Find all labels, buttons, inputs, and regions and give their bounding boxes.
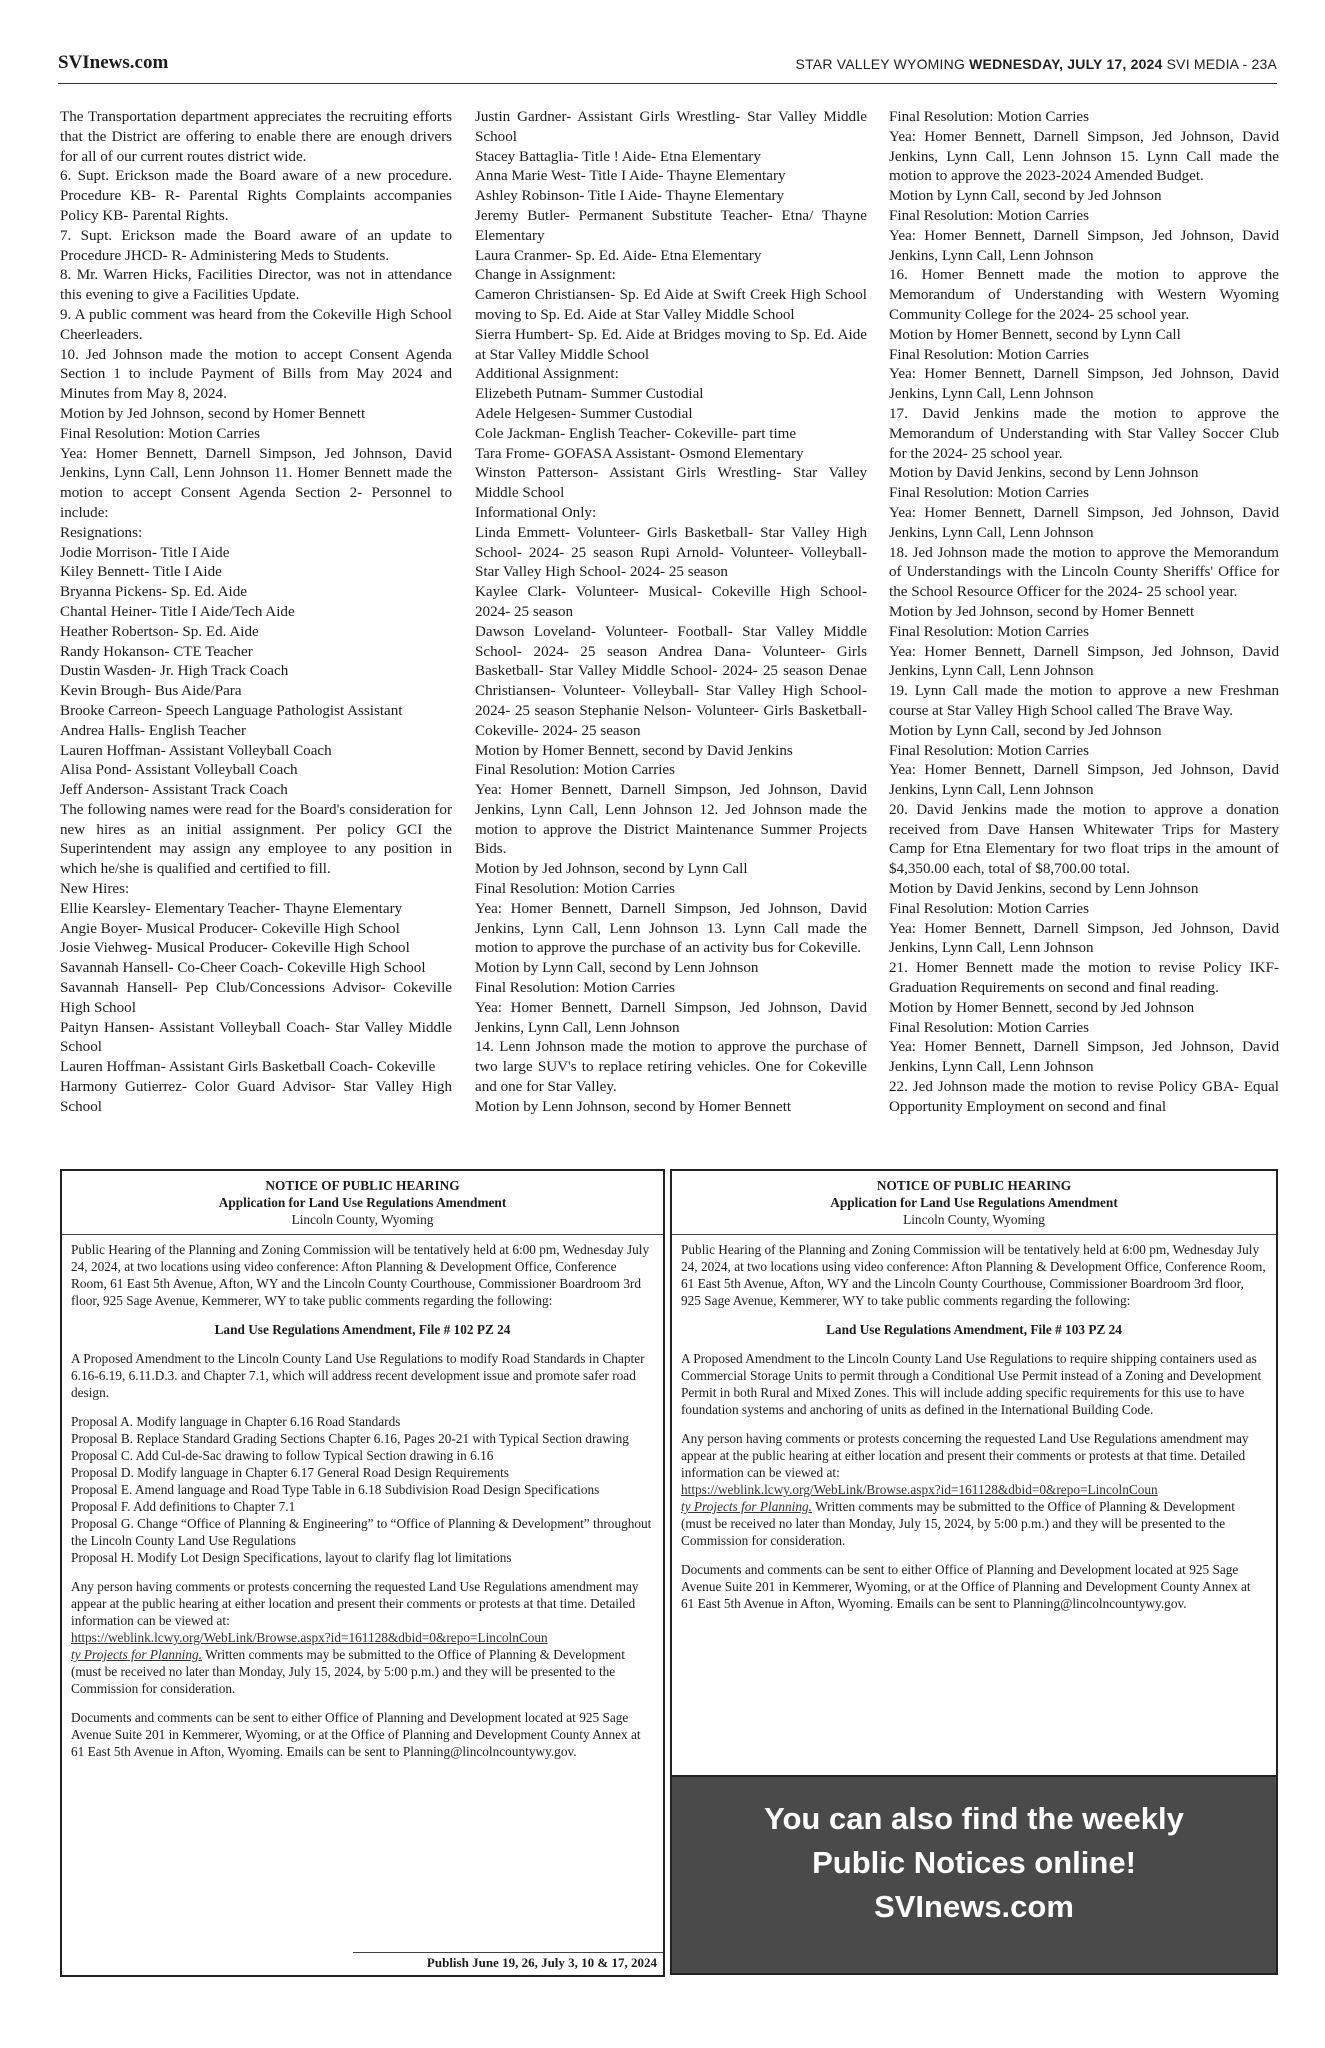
article-paragraph: Yea: Homer Bennett, Darnell Simpson, Jed Johnson, David Jenkins, Lynn Call, Lenn Johnson 13. Lynn Call made the motion to approve the purchase of an activity bus for Cokeville. (475, 900, 867, 957)
article-paragraph: Savannah Hansell- Pep Club/Concessions Advisor- Cokeville High School (60, 980, 452, 1016)
article-paragraph: Motion by David Jenkins, second by Lenn Johnson (889, 465, 1199, 482)
weblink-link[interactable]: https://weblink.lcwy.org/WebLink/Browse.aspx?id=161128&dbid=0&repo=LincolnCoun ty Projects for Planning. (71, 1630, 548, 1662)
article-paragraph: Motion by Jed Johnson, second by Homer Bennett (60, 405, 366, 422)
article-paragraph: Motion by Lynn Call, second by Lenn Johnson (475, 960, 759, 977)
article-paragraph: 7. Supt. Erickson made the Board aware of an update to Procedure JHCD- R- Administering Meds to Students. (60, 227, 452, 264)
article-paragraph: Dawson Loveland- Volunteer- Football- Star Valley Middle School- 2024- 25 season Andrea Dana- Volunteer- Girls Basketball- Star Valley Middle School- 2024- 25 season Denae Christiansen- Volunteer- Volleyball- Star Valley High School- 2024- 25 season Stephanie Nelson- Volunteer- Girls Basketball- Cokeville- 2024- 25 season (475, 623, 867, 739)
article-paragraph: Final Resolution: Motion Carries (475, 980, 675, 997)
article-paragraph: Yea: Homer Bennett, Darnell Simpson, Jed Johnson, David Jenkins, Lynn Call, Lenn Johnson (889, 1039, 1279, 1076)
article-paragraph: The Transportation department appreciates the recruiting efforts that the District are offering to enable there are enough drivers for all of our current routes district wide. (60, 109, 452, 165)
article-paragraph: Linda Emmett- Volunteer- Girls Basketball- Star Valley High School- 2024- 25 season Rupi Arnold- Volunteer- Volleyball- Star Valley High School- 2024- 25 season (475, 524, 867, 581)
article-paragraph: Cole Jackman- English Teacher- Cokeville- part time (475, 425, 797, 442)
article-paragraph: Yea: Homer Bennett, Darnell Simpson, Jed Johnson, David Jenkins, Lynn Call, Lenn Johnson (889, 762, 1279, 799)
article-paragraph: Sierra Humbert- Sp. Ed. Aide at Bridges moving to Sp. Ed. Aide at Star Valley Middle School (475, 326, 867, 363)
public-hearing-notice-102 (60, 1169, 665, 1977)
article-paragraph: Yea: Homer Bennett, Darnell Simpson, Jed Johnson, David Jenkins, Lynn Call, Lenn Johnson 12. Jed Johnson made the motion to approve the District Maintenance Summer Projects Bids. (475, 782, 867, 858)
notice-summary: A Proposed Amendment to the Lincoln County Land Use Regulations to modify Road Standards in Chapter 6.16-6.19, 6.11.D.3. and Chapter 7.1, which will address recent development issue and promote safer road design. (71, 1351, 645, 1400)
proposal-item: Proposal D. Modify language in Chapter 6.17 General Road Design Requirements (71, 1465, 509, 1480)
proposal-item: Proposal A. Modify language in Chapter 6.16 Road Standards (71, 1414, 401, 1429)
promo-site-link[interactable]: SVInews.com (874, 1889, 1074, 1924)
article-paragraph: Final Resolution: Motion Carries (889, 207, 1089, 224)
article-paragraph: Motion by Lenn Johnson, second by Homer Bennett (475, 1098, 792, 1115)
article-paragraph: Yea: Homer Bennett, Darnell Simpson, Jed Johnson, David Jenkins, Lynn Call, Lenn Johnson (889, 227, 1279, 264)
article-paragraph: Josie Viehweg- Musical Producer- Cokeville High School (60, 940, 410, 957)
article-paragraph: Adele Helgesen- Summer Custodial (475, 405, 693, 422)
public-hearing-notice-103 (670, 1169, 1278, 1804)
article-paragraph: 21. Homer Bennett made the motion to revise Policy IKF- Graduation Requirements on second and final reading. (889, 960, 1279, 997)
article-paragraph: Brooke Carreon- Speech Language Pathologist Assistant (60, 702, 403, 719)
proposal-item: Proposal E. Amend language and Road Type Table in 6.18 Subdivision Road Design Specifications (71, 1482, 600, 1497)
article-paragraph: 17. David Jenkins made the motion to approve the Memorandum of Understanding with Star Valley Soccer Club for the 2024- 25 school year. (889, 405, 1279, 462)
folio-line (796, 56, 1277, 72)
article-paragraph: Motion by Jed Johnson, second by Lynn Call (475, 861, 748, 878)
article-paragraph: Stacey Battaglia- Title ! Aide- Etna Elementary (475, 148, 761, 165)
article-paragraph: Yea: Homer Bennett, Darnell Simpson, Jed Johnson, David Jenkins, Lynn Call, Lenn Johnson (889, 920, 1279, 957)
article-paragraph: Motion by Lynn Call, second by Jed Johnson (889, 188, 1162, 205)
article-paragraph: Savannah Hansell- Co-Cheer Coach- Cokeville High School (60, 960, 426, 977)
online-notices-promo (670, 1775, 1278, 1975)
article-paragraph: 6. Supt. Erickson made the Board aware of a new procedure. Procedure KB- R- Parental Rights Complaints accompanies Policy KB- Parental Rights. (60, 168, 452, 224)
proposal-item: Proposal F. Add definitions to Chapter 7.1 (71, 1499, 296, 1514)
article-paragraph: Yea: Homer Bennett, Darnell Simpson, Jed Johnson, David Jenkins, Lynn Call, Lenn Johnson (889, 504, 1279, 541)
proposal-item: Proposal H. Modify Lot Design Specifications, layout to clarify flag lot limitations (71, 1550, 512, 1565)
article-paragraph: Motion by Lynn Call, second by Jed Johnson (889, 722, 1162, 739)
notice-subtitle: Application for Land Use Regulations Amendment (830, 1195, 1118, 1210)
article-paragraph: 8. Mr. Warren Hicks, Facilities Director, was not in attendance this evening to give a Facilities Update. (60, 267, 452, 304)
article-paragraph: Harmony Gutierrez- Color Guard Advisor- Star Valley High School (60, 1079, 452, 1115)
article-paragraph: Jodie Morrison- Title I Aide (60, 544, 230, 561)
article-paragraph: Final Resolution: Motion Carries (889, 742, 1089, 759)
article-paragraph: Final Resolution: Motion Carries (889, 900, 1089, 917)
notice-comments: Any person having comments or protests concerning the requested Land Use Regulations amendment may appear at the public hearing at either location and present their comments or protests at that time. Detailed information can be viewed at: https://weblink.lcwy.org/WebLink/Browse.aspx?id=161128&dbid=0&repo=LincolnCoun ty Projects for Planning. Written comments may be submitted to the Office of Planning & Development (must be received no later than Monday, July 15, 2024, by 5:00 p.m.) and they will be presented to the Commission for consideration. (71, 1579, 639, 1696)
promo-line-1: You can also find the weekly (764, 1801, 1184, 1836)
proposal-item: Proposal B. Replace Standard Grading Sections Chapter 6.16, Pages 20-21 with Typical Section drawing (71, 1431, 629, 1446)
article-paragraph: Final Resolution: Motion Carries (60, 425, 260, 442)
article-paragraph: Bryanna Pickens- Sp. Ed. Aide (60, 584, 247, 601)
article-paragraph: Final Resolution: Motion Carries (889, 109, 1089, 125)
promo-line-2: Public Notices online! (812, 1845, 1136, 1880)
article-paragraph: Dustin Wasden- Jr. High Track Coach (60, 663, 289, 680)
notice-title: NOTICE OF PUBLIC HEARING (876, 1178, 1072, 1193)
folio-suffix: SVI MEDIA - 23A (1166, 56, 1277, 72)
article-paragraph: Yea: Homer Bennett, Darnell Simpson, Jed Johnson, David Jenkins, Lynn Call, Lenn Johnson (889, 643, 1279, 680)
article-paragraph: Heather Robertson- Sp. Ed. Aide (60, 623, 259, 640)
notice-header (71, 1177, 654, 1228)
article-paragraph: Yea: Homer Bennett, Darnell Simpson, Jed Johnson, David Jenkins, Lynn Call, Lenn Johnson 15. Lynn Call made the motion to approve the 2023-2024 Amended Budget. (889, 128, 1279, 185)
article-paragraph: 9. A public comment was heard from the Cokeville High School Cheerleaders. (60, 306, 452, 343)
article-paragraph: Jeff Anderson- Assistant Track Coach (60, 782, 288, 799)
article-paragraph: Tara Frome- GOFASA Assistant- Osmond Elementary (475, 445, 804, 462)
notice-subtitle: Application for Land Use Regulations Amendment (218, 1195, 507, 1210)
article-paragraph: Andrea Halls- English Teacher (60, 722, 247, 739)
notice-title: NOTICE OF PUBLIC HEARING (265, 1178, 460, 1193)
article-column-1 (60, 108, 452, 1118)
article-paragraph: Yea: Homer Bennett, Darnell Simpson, Jed Johnson, David Jenkins, Lynn Call, Lenn Johnson (889, 366, 1279, 403)
folio-prefix: STAR VALLEY WYOMING (795, 56, 966, 72)
header-rule (58, 83, 1277, 84)
proposal-item: Proposal C. Add Cul-de-Sac drawing to follow Typical Section drawing in 6.16 (71, 1448, 494, 1463)
article-paragraph: Jeremy Butler- Permanent Substitute Teacher- Etna/ Thayne Elementary (475, 207, 867, 244)
article-paragraph: Alisa Pond- Assistant Volleyball Coach (60, 762, 298, 779)
article-paragraph: Final Resolution: Motion Carries (889, 623, 1089, 640)
article-paragraph: Winston Patterson- Assistant Girls Wrestling- Star Valley Middle School (475, 465, 867, 502)
article-paragraph: Kiley Bennett- Title I Aide (60, 564, 222, 581)
folio-date: WEDNESDAY, JULY 17, 2024 (969, 56, 1163, 72)
article-paragraph: Yea: Homer Bennett, Darnell Simpson, Jed Johnson, David Jenkins, Lynn Call, Lenn Johnson (475, 999, 867, 1036)
proposal-item: Proposal G. Change “Office of Planning & Engineering” to “Office of Planning & Development” throughout the Lincoln County Land Use Regulations (71, 1516, 652, 1548)
article-paragraph: Motion by Homer Bennett, second by Jed Johnson (889, 999, 1195, 1016)
publish-dates: Publish June 19, 26, July 3, 10 & 17, 2024 (426, 1955, 657, 1970)
notice-summary: A Proposed Amendment to the Lincoln County Land Use Regulations to require shipping containers used as Commercial Storage Units to permit through a Conditional Use Permit instead of a Zoning and Development Permit in both Rural and Mixed Zones. This will include adding specific requirements for this use to have foundation systems and anchoring of units as defined in the International Building Code. (681, 1351, 1262, 1417)
article-paragraph: 19. Lynn Call made the motion to approve a new Freshman course at Star Valley High School called The Brave Way. (889, 683, 1279, 719)
notice-file-number: Land Use Regulations Amendment, File # 102 PZ 24 (214, 1322, 511, 1337)
article-paragraph: Yea: Homer Bennett, Darnell Simpson, Jed Johnson, David Jenkins, Lynn Call, Lenn Johnson 11. Homer Bennett made the motion to accept Consent Agenda Section 2- Personnel to include: (60, 445, 452, 521)
article-paragraph: Ashley Robinson- Title I Aide- Thayne Elementary (475, 188, 785, 205)
publish-rule (353, 1952, 663, 1953)
notice-documents: Documents and comments can be sent to either Office of Planning and Development located at 925 Sage Avenue Suite 201 in Kemmerer, Wyoming, or at the Office of Planning and Development County Annex at 61 East 5th Avenue in Afton, Wyoming. Emails can be sent to Planning@lincolncountywy.gov. (681, 1562, 1251, 1611)
article-paragraph: Resignations: (60, 524, 143, 541)
article-paragraph: Chantal Heiner- Title I Aide/Tech Aide (60, 603, 295, 620)
article-paragraph: 18. Jed Johnson made the motion to approve the Memorandum of Understandings with the Lincoln County Sheriffs' Office for the School Resource Officer for the 2024- 25 school year. (889, 544, 1279, 601)
article-paragraph: Angie Boyer- Musical Producer- Cokeville High School (60, 920, 400, 937)
article-paragraph: Kevin Brough- Bus Aide/Para (60, 683, 242, 700)
article-column-2 (475, 108, 867, 1118)
page-header (58, 52, 1277, 78)
article-paragraph: Ellie Kearsley- Elementary Teacher- Thayne Elementary (60, 900, 403, 917)
article-paragraph: Motion by Homer Bennett, second by Lynn Call (889, 326, 1181, 343)
article-paragraph: Motion by Jed Johnson, second by Homer Bennett (889, 603, 1195, 620)
site-name[interactable]: SVInews.com (58, 52, 169, 73)
notice-county: Lincoln County, Wyoming (903, 1212, 1045, 1227)
proposal-list (71, 1413, 654, 1566)
article-paragraph: Change in Assignment: (475, 267, 616, 284)
article-paragraph: Additional Assignment: (475, 366, 619, 383)
notice-file-number: Land Use Regulations Amendment, File # 103 PZ 24 (826, 1322, 1122, 1337)
notice-county: Lincoln County, Wyoming (291, 1212, 434, 1227)
article-paragraph: Cameron Christiansen- Sp. Ed Aide at Swift Creek High School moving to Sp. Ed. Aide at Star Valley Middle School (475, 287, 867, 323)
notice-comments: Any person having comments or protests concerning the requested Land Use Regulations amendment may appear at the public hearing at either location and present their comments or protests at that time. Detailed information can be viewed at: https://weblink.lcwy.org/WebLink/Browse.aspx?id=161128&dbid=0&repo=LincolnCoun ty Projects for Planning. Written comments may be submitted to the Office of Planning & Development (must be received no later than Monday, July 15, 2024, by 5:00 p.m.) and they will be presented to the Commission for consideration. (681, 1431, 1249, 1548)
article-paragraph: Final Resolution: Motion Carries (475, 881, 675, 898)
article-paragraph: Final Resolution: Motion Carries (475, 762, 675, 779)
article-paragraph: 10. Jed Johnson made the motion to accept Consent Agenda Section 1 to include Payment of Bills from May 2024 and Minutes from May 8, 2024. (60, 346, 452, 403)
notice-documents: Documents and comments can be sent to either Office of Planning and Development located at 925 Sage Avenue Suite 201 in Kemmerer, Wyoming, or at the Office of Planning and Development County Annex at 61 East 5th Avenue in Afton, Wyoming. Emails can be sent to Planning@lincolncountywy.gov. (71, 1710, 641, 1759)
article-column-3 (889, 108, 1279, 1118)
article-paragraph: Motion by David Jenkins, second by Lenn Johnson (889, 881, 1199, 898)
article-paragraph: Randy Hokanson- CTE Teacher (60, 643, 253, 660)
article-paragraph: New Hires: (60, 881, 130, 898)
article-paragraph: Motion by Homer Bennett, second by David Jenkins (475, 742, 793, 759)
article-paragraph: Paityn Hansen- Assistant Volleyball Coach- Star Valley Middle School (60, 1019, 452, 1056)
article-paragraph: 20. David Jenkins made the motion to approve a donation received from Dave Hansen Whitewater Trips for Mastery Camp for Etna Elementary for two float trips in the amount of $4,350.00 each, total of $8,700.00 total. (889, 801, 1279, 878)
article-paragraph: 22. Jed Johnson made the motion to revise Policy GBA- Equal Opportunity Employment on second and final (889, 1079, 1279, 1115)
article-paragraph: Elizebeth Putnam- Summer Custodial (475, 386, 704, 403)
article-paragraph: Lauren Hoffman- Assistant Volleyball Coach (60, 742, 332, 759)
article-paragraph: Final Resolution: Motion Carries (889, 1019, 1089, 1036)
article-paragraph: Laura Cranmer- Sp. Ed. Aide- Etna Elementary (475, 247, 762, 264)
article-paragraph: Final Resolution: Motion Carries (889, 485, 1089, 502)
notice-divider (672, 1234, 1276, 1235)
notice-header (681, 1177, 1267, 1228)
notice-divider (62, 1234, 663, 1235)
article-paragraph: Justin Gardner- Assistant Girls Wrestling- Star Valley Middle School (475, 109, 867, 145)
notice-intro: Public Hearing of the Planning and Zoning Commission will be tentatively held at 6:00 pm, Wednesday July 24, 2024, at two locations using video conference: Afton Planning & Development Office, Conference Room, 61 East 5th Avenue, Afton, WY and the Lincoln County Courthouse, Commissioner Boardroom 3rd floor, 925 Sage Avenue, Kemmerer, WY to take public comments regarding the following: (71, 1242, 650, 1308)
article-paragraph: 16. Homer Bennett made the motion to approve the Memorandum of Understanding with Western Wyoming Community College for the 2024- 25 school year. (889, 267, 1279, 323)
weblink-link[interactable]: https://weblink.lcwy.org/WebLink/Browse.aspx?id=161128&dbid=0&repo=LincolnCoun ty Projects for Planning. (681, 1482, 1158, 1514)
article-paragraph: 14. Lenn Johnson made the motion to approve the purchase of two large SUV's to replace retiring vehicles. One for Cokeville and one for Star Valley. (475, 1039, 867, 1096)
article-paragraph: Anna Marie West- Title I Aide- Thayne Elementary (475, 168, 786, 185)
notice-intro: Public Hearing of the Planning and Zoning Commission will be tentatively held at 6:00 pm, Wednesday July 24, 2024, at two locations using video conference: Afton Planning & Development Office, Conference Room, 61 East 5th Avenue, Afton, WY and the Lincoln County Courthouse, Commissioner Boardroom 3rd floor, 925 Sage Avenue, Kemmerer, WY to take public comments regarding the following: (681, 1242, 1266, 1308)
article-paragraph: Lauren Hoffman- Assistant Girls Basketball Coach- Cokeville (60, 1059, 436, 1076)
article-paragraph: Kaylee Clark- Volunteer- Musical- Cokeville High School- 2024- 25 season (475, 584, 867, 620)
article-paragraph: The following names were read for the Board's consideration for new hires as an initial assignment. Per policy GCI the Superintendent may assign any employee to any position in which he/she is qualified and certified to fill. (60, 801, 452, 878)
article-paragraph: Informational Only: (475, 504, 597, 521)
article-paragraph: Final Resolution: Motion Carries (889, 346, 1089, 363)
